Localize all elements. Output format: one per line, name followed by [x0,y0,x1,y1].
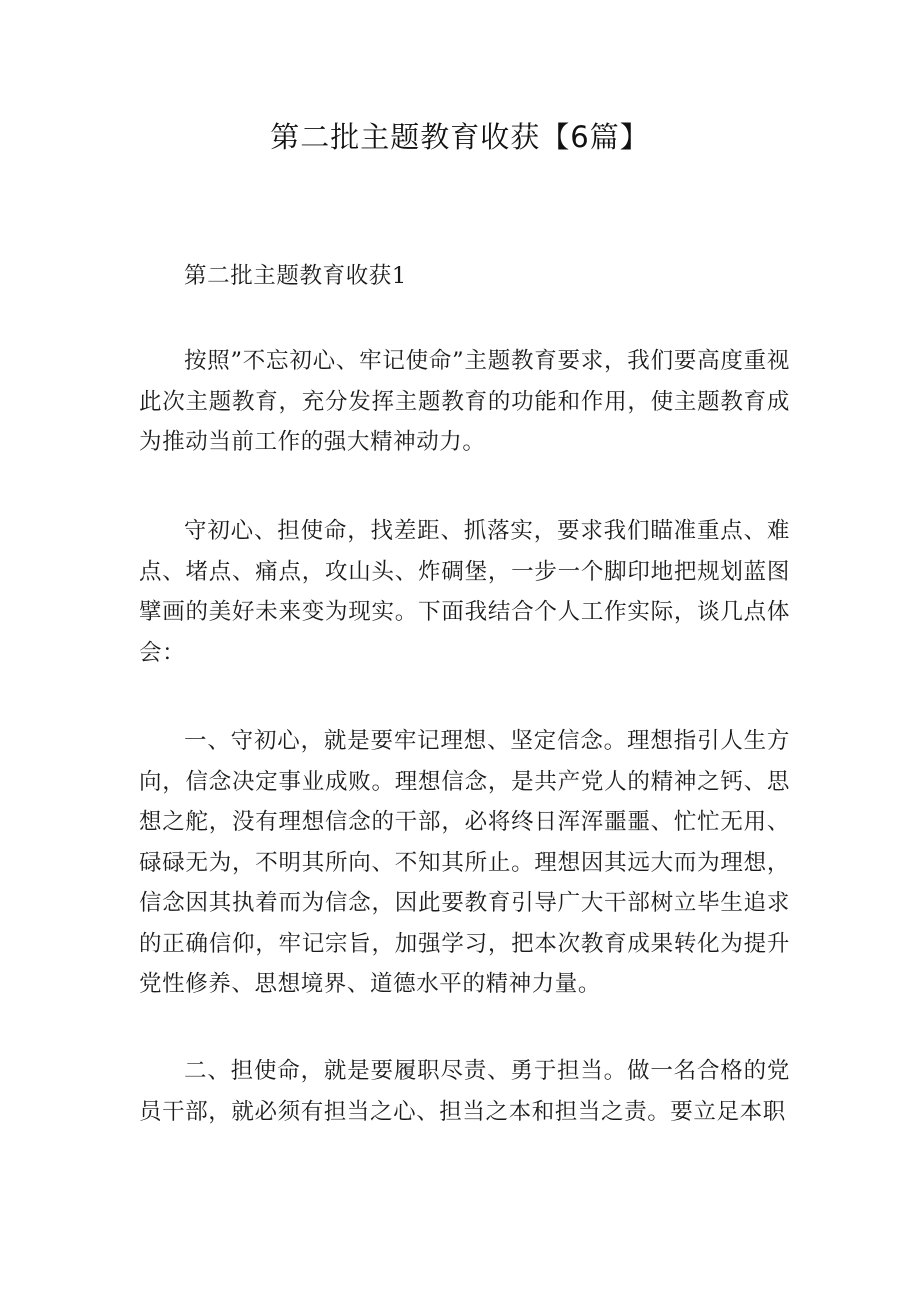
section-heading: 第二批主题教育收获1 [184,263,407,289]
document-title: 第二批主题教育收获【6篇】 [270,120,650,154]
paragraph: 守初心、担使命，找差距、抓落实，要求我们瞄准重点、难点、堵点、痛点，攻山头、炸碉堡，一步一个脚印地把规划蓝图擘画的美好未来变为现实。下面我结合个人工作实际，谈几点体会： [139,518,790,666]
paragraph: 一、守初心，就是要牢记理想、坚定信念。理想指引人生方向，信念决定事业成败。理想信念，是共产党人的精神之钙、思想之舵，没有理想信念的干部，必将终日浑浑噩噩、忙忙无用、碌碌无为，不明其所向、不知其所止。理想因其远大而为理想，信念因其执着而为信念，因此要教育引导广大干部树立毕生追求的正确信仰，牢记宗旨，加强学习，把本次教育成果转化为提升党性修养、思想境界、道德水平的精神力量。 [139,728,790,997]
paragraph: 按照”不忘初心、牢记使命”主题教育要求，我们要高度重视此次主题教育，充分发挥主题教育的功能和作用，使主题教育成为推动当前工作的强大精神动力。 [139,348,790,455]
paragraph: 二、担使命，就是要履职尽责、勇于担当。做一名合格的党员干部，就必须有担当之心、担当之本和担当之责。要立足本职 [139,1058,790,1125]
